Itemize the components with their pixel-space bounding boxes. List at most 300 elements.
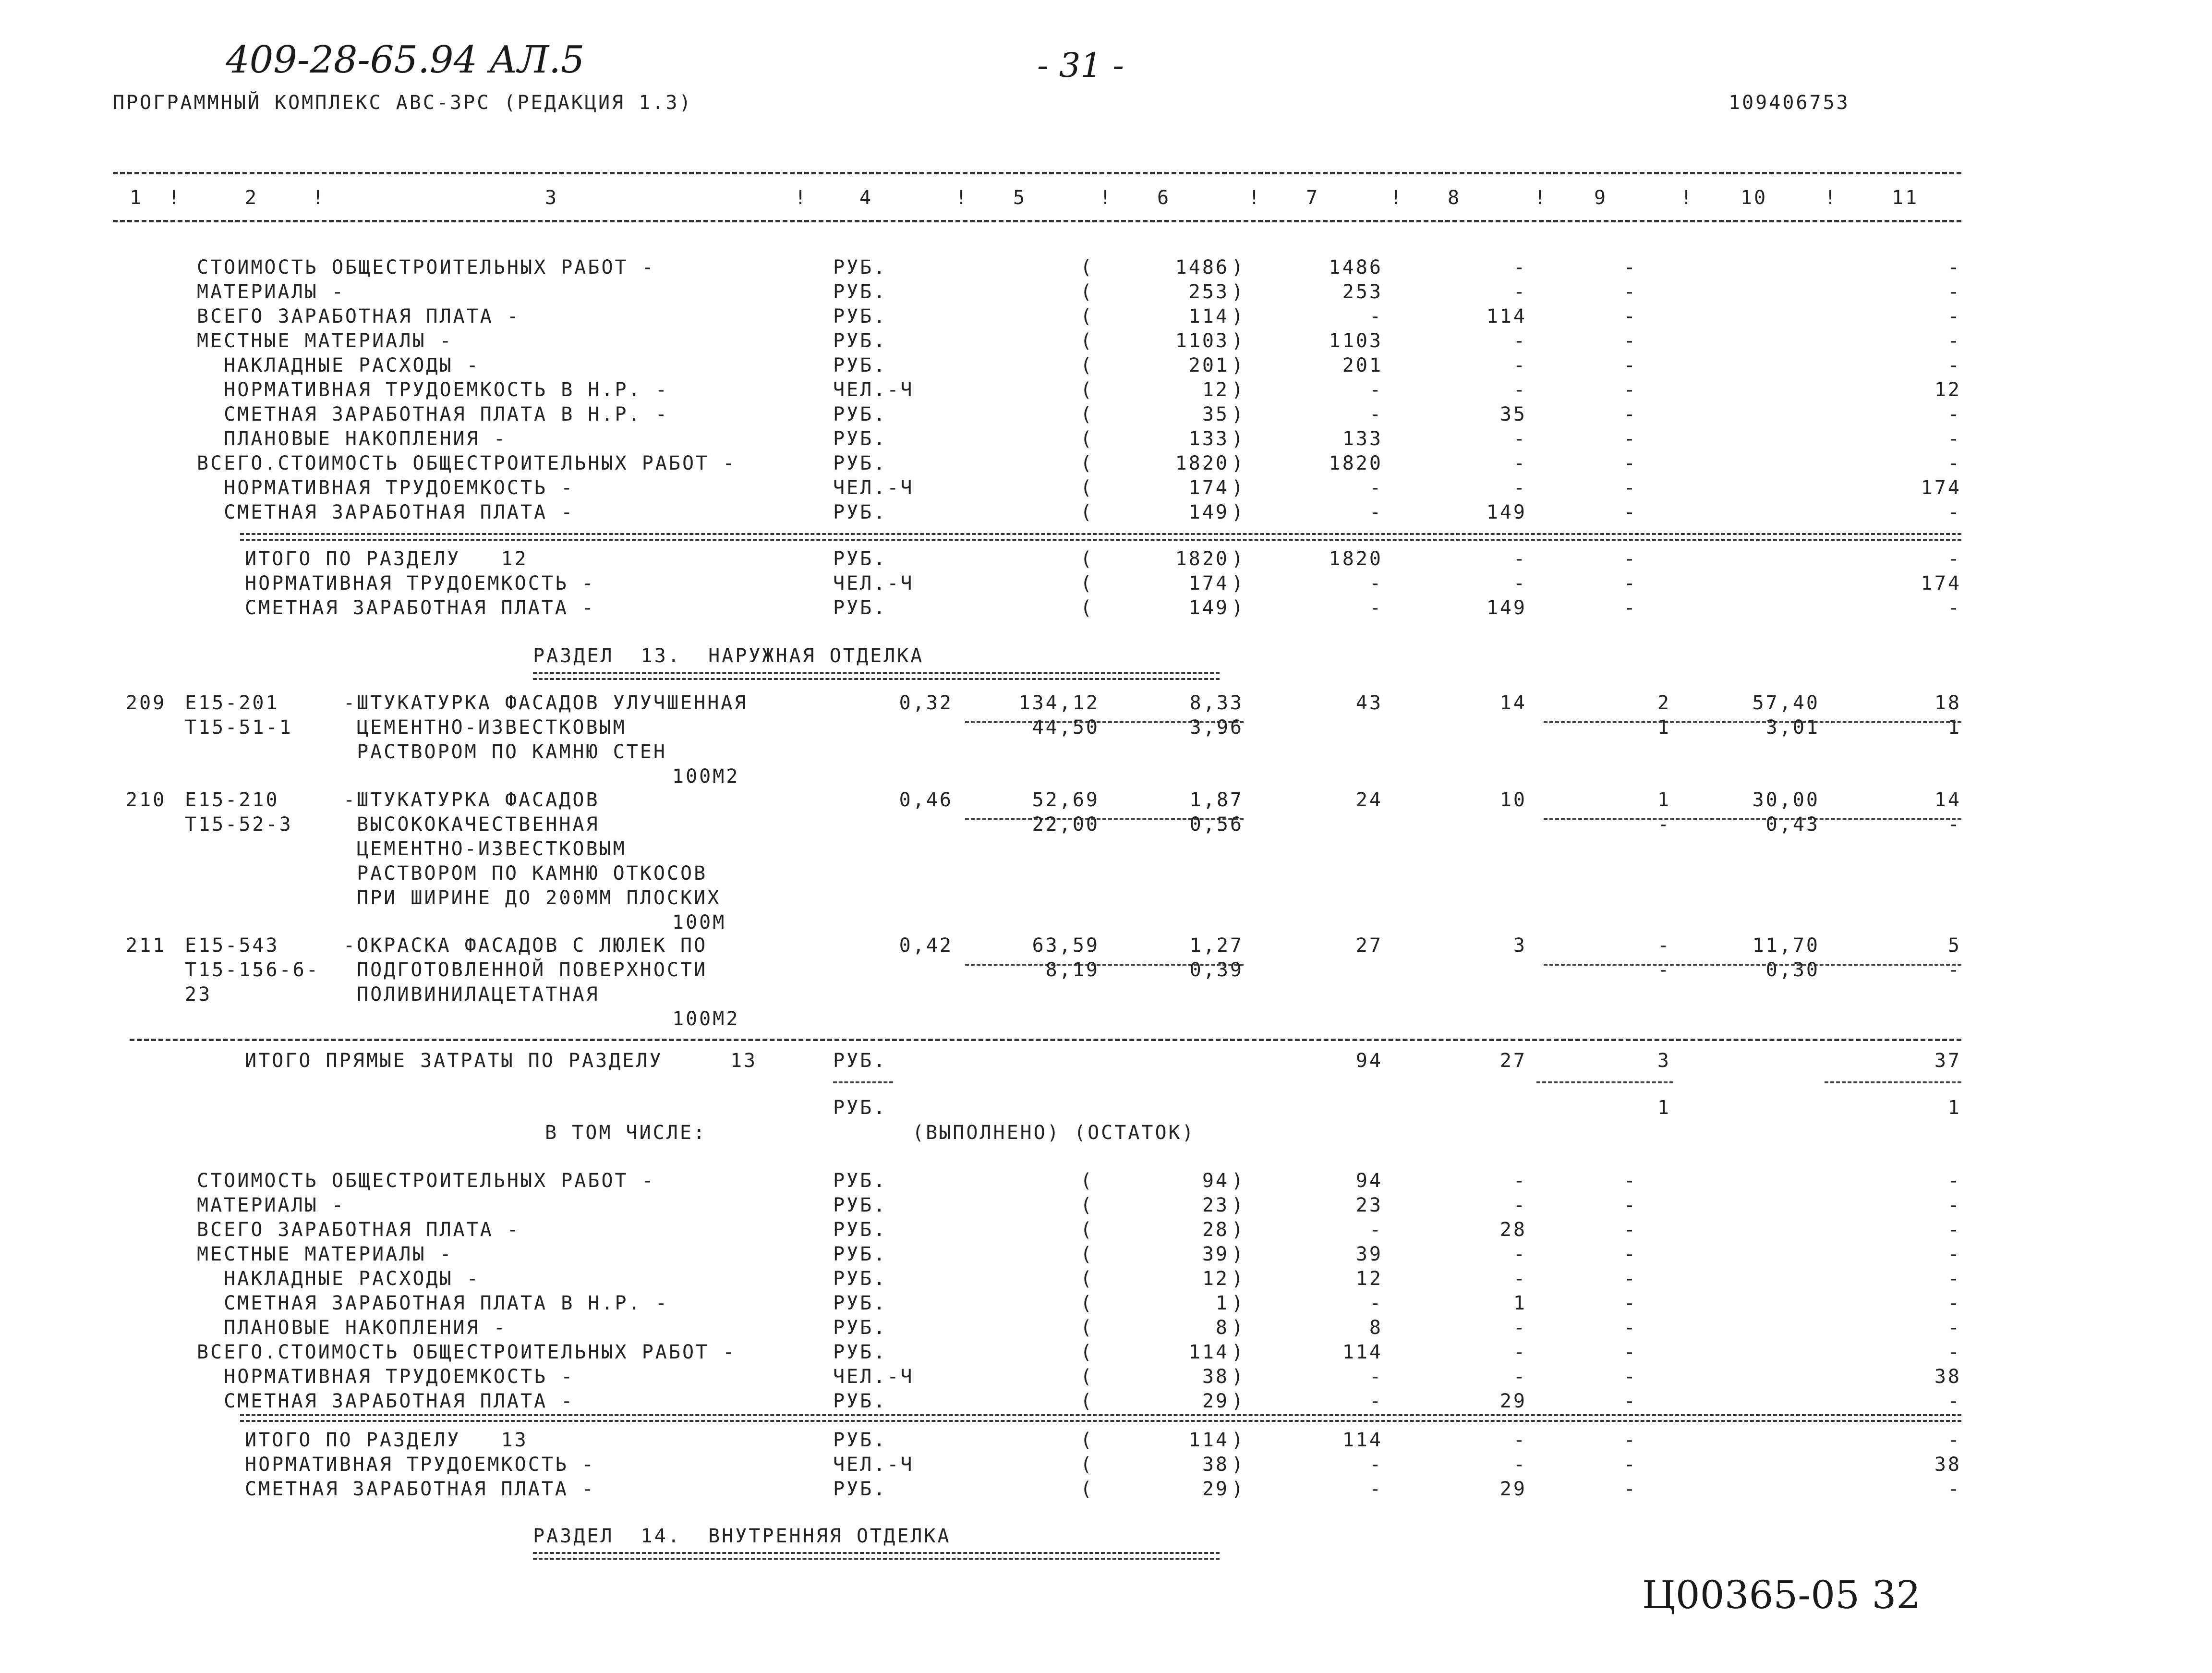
item-col11-wage: - xyxy=(1947,813,1961,836)
paren-open: ( xyxy=(1080,281,1094,303)
paren-close: ) xyxy=(1232,1292,1245,1314)
summary-col11: - xyxy=(1947,1390,1961,1412)
paren-open: ( xyxy=(1080,354,1094,376)
section13-title: РАЗДЕЛ 13. НАРУЖНАЯ ОТДЕЛКА xyxy=(533,645,924,667)
summary-unit: РУБ. xyxy=(833,1478,887,1500)
paren-close: ) xyxy=(1232,597,1245,619)
item-col8: 3 xyxy=(1513,934,1527,957)
summary-col9: - xyxy=(1623,1317,1637,1339)
summary-label: СМЕТНАЯ ЗАРАБОТНАЯ ПЛАТА - xyxy=(197,1390,575,1412)
summary-col8: - xyxy=(1513,256,1527,279)
summary-total-value: 114 xyxy=(1188,1341,1229,1363)
item-description-line: РАСТВОРОМ ПО КАМНЮ ОТКОСОВ xyxy=(343,862,708,885)
summary-col7: 39 xyxy=(1355,1243,1383,1265)
summary-col9: - xyxy=(1623,501,1637,523)
summary-col8: - xyxy=(1513,452,1527,474)
summary-unit: РУБ. xyxy=(833,330,887,352)
item-col10-wage: 3,01 xyxy=(1765,716,1820,739)
summary-label: ПЛАНОВЫЕ НАКОПЛЕНИЯ - xyxy=(197,1317,507,1339)
summary-col11: 38 xyxy=(1934,1366,1961,1388)
item-col5-price: 63,59 xyxy=(1032,934,1100,957)
summary-col7: 12 xyxy=(1355,1268,1383,1290)
item-number: 211 xyxy=(126,934,167,957)
summary-col11: - xyxy=(1947,1317,1961,1339)
summary-unit: РУБ. xyxy=(833,281,887,303)
summary-total-value: 253 xyxy=(1188,281,1229,303)
summary-col9: - xyxy=(1623,1268,1637,1290)
summary-col8: 149 xyxy=(1486,597,1527,619)
section12-total-rule xyxy=(240,533,1961,535)
summary-col11: - xyxy=(1947,1429,1961,1451)
summary-col7: - xyxy=(1369,305,1383,327)
including-label: В ТОМ ЧИСЛЕ: xyxy=(545,1122,707,1144)
summary-col9: - xyxy=(1623,548,1637,570)
summary-label: СТОИМОСТЬ ОБЩЕСТРОИТЕЛЬНЫХ РАБОТ - xyxy=(197,256,655,279)
item-col9: - xyxy=(1657,934,1671,957)
summary-col11: 174 xyxy=(1921,477,1961,499)
summary-col7: - xyxy=(1369,597,1383,619)
summary-label: НОРМАТИВНАЯ ТРУДОЕМКОСТЬ - xyxy=(197,1366,575,1388)
item-unit: 100М2 xyxy=(672,1008,740,1030)
item-col6-wage: 3,96 xyxy=(1189,716,1244,739)
summary-label: СМЕТНАЯ ЗАРАБОТНАЯ ПЛАТА - xyxy=(197,501,575,523)
paren-close: ) xyxy=(1232,354,1245,376)
item-col11-wage: 1 xyxy=(1947,716,1961,739)
item-col9-wage: 1 xyxy=(1657,716,1671,739)
summary-total-value: 174 xyxy=(1188,477,1229,499)
summary-col7: - xyxy=(1369,1478,1383,1500)
item-code-secondary: Т15-52-3 xyxy=(185,813,293,836)
column-number: 1 xyxy=(130,187,144,209)
summary-total-value: 133 xyxy=(1188,428,1229,450)
item-col11: 14 xyxy=(1934,789,1961,811)
summary-total-value: 29 xyxy=(1202,1478,1229,1500)
item-col10: 11,70 xyxy=(1752,934,1820,957)
summary-col8: 29 xyxy=(1499,1390,1527,1412)
item-col10: 57,40 xyxy=(1752,692,1820,714)
summary-col8: - xyxy=(1513,572,1527,594)
summary-total-value: 39 xyxy=(1202,1243,1229,1265)
paren-close: ) xyxy=(1232,1366,1245,1388)
direct-costs-unit: РУБ. xyxy=(833,1050,887,1072)
item-col7: 43 xyxy=(1355,692,1383,714)
item-col11-wage: - xyxy=(1947,959,1961,981)
paren-close: ) xyxy=(1232,330,1245,352)
item-col9-wage: - xyxy=(1657,813,1671,836)
summary-col9: - xyxy=(1623,305,1637,327)
handwritten-page-number: - 31 - xyxy=(1037,46,1124,85)
summary-total-value: 174 xyxy=(1188,572,1229,594)
summary-col8: - xyxy=(1513,1268,1527,1290)
direct-costs-unit2: РУБ. xyxy=(833,1097,887,1119)
summary-col9: - xyxy=(1623,256,1637,279)
item-unit: 100М2 xyxy=(672,765,740,788)
summary-col8: - xyxy=(1513,548,1527,570)
section14-title-underline xyxy=(533,1552,1220,1554)
item-description-line: ЦЕМЕНТНО-ИЗВЕСТКОВЫМ xyxy=(343,716,627,739)
summary-col11: - xyxy=(1947,1268,1961,1290)
summary-col9: - xyxy=(1623,281,1637,303)
direct-costs-unit-rule xyxy=(833,1081,893,1083)
summary-label: НОРМАТИВНАЯ ТРУДОЕМКОСТЬ В Н.Р. - xyxy=(197,379,669,401)
direct-costs-rule xyxy=(130,1039,1961,1041)
summary-col8: - xyxy=(1513,1194,1527,1216)
item-description-line: РАСТВОРОМ ПО КАМНЮ СТЕН xyxy=(343,741,667,763)
summary-total-value: 201 xyxy=(1188,354,1229,376)
column-separator: ! xyxy=(1390,187,1404,209)
summary-col9: - xyxy=(1623,330,1637,352)
summary-col9: - xyxy=(1623,452,1637,474)
summary-label: ПЛАНОВЫЕ НАКОПЛЕНИЯ - xyxy=(197,428,507,450)
summary-col8: - xyxy=(1513,1341,1527,1363)
paren-close: ) xyxy=(1232,281,1245,303)
summary-col8: 114 xyxy=(1486,305,1527,327)
summary-col11: - xyxy=(1947,1478,1961,1500)
paren-close: ) xyxy=(1232,403,1245,425)
summary-label: ВСЕГО ЗАРАБОТНАЯ ПЛАТА - xyxy=(197,305,520,327)
paren-close: ) xyxy=(1232,1390,1245,1412)
summary-unit: РУБ. xyxy=(833,1390,887,1412)
summary-col8: - xyxy=(1513,428,1527,450)
summary-col11: 38 xyxy=(1934,1454,1961,1476)
item-code: Е15-543 xyxy=(185,934,279,957)
summary-col7: 133 xyxy=(1342,428,1383,450)
handwritten-doc-code: 409-28-65.94 АЛ.5 xyxy=(226,38,585,82)
summary-col8: 149 xyxy=(1486,501,1527,523)
section13-title-underline xyxy=(533,672,1220,674)
document-number: 109406753 xyxy=(1729,92,1850,114)
paren-close: ) xyxy=(1232,1219,1245,1241)
summary-unit: ЧЕЛ.-Ч xyxy=(833,379,914,401)
summary-col9: - xyxy=(1623,1194,1637,1216)
summary-col8: - xyxy=(1513,379,1527,401)
item-number: 210 xyxy=(126,789,167,811)
summary-col8: - xyxy=(1513,1366,1527,1388)
summary-col7: - xyxy=(1369,1390,1383,1412)
item-description-line: -ШТУКАТУРКА ФАСАДОВ xyxy=(343,789,600,811)
summary-col7: - xyxy=(1369,572,1383,594)
summary-col11: - xyxy=(1947,1341,1961,1363)
summary-col7: - xyxy=(1369,403,1383,425)
paren-open: ( xyxy=(1080,1341,1094,1363)
summary-col7: 253 xyxy=(1342,281,1383,303)
summary-unit: РУБ. xyxy=(833,1194,887,1216)
summary-unit: РУБ. xyxy=(833,305,887,327)
paren-close: ) xyxy=(1232,477,1245,499)
paren-close: ) xyxy=(1232,1194,1245,1216)
item-description-line: ПОЛИВИНИЛАЦЕТАТНАЯ xyxy=(343,983,600,1006)
summary-label: МЕСТНЫЕ МАТЕРИАЛЫ - xyxy=(197,1243,453,1265)
summary-col7: 201 xyxy=(1342,354,1383,376)
summary-total-value: 12 xyxy=(1202,379,1229,401)
paren-open: ( xyxy=(1080,1429,1094,1451)
summary-col8: - xyxy=(1513,354,1527,376)
paren-close: ) xyxy=(1232,256,1245,279)
paren-open: ( xyxy=(1080,1390,1094,1412)
summary-col7: 1103 xyxy=(1329,330,1383,352)
column-number: 2 xyxy=(245,187,259,209)
summary-label: СМЕТНАЯ ЗАРАБОТНАЯ ПЛАТА В Н.Р. - xyxy=(197,403,669,425)
item-col6-cost: 8,33 xyxy=(1189,692,1244,714)
summary-col8: 29 xyxy=(1499,1478,1527,1500)
summary-col7: - xyxy=(1369,1366,1383,1388)
summary-col7: 94 xyxy=(1355,1170,1383,1192)
item-col5-price: 52,69 xyxy=(1032,789,1100,811)
paren-open: ( xyxy=(1080,1243,1094,1265)
summary-label: СМЕТНАЯ ЗАРАБОТНАЯ ПЛАТА В Н.Р. - xyxy=(197,1292,669,1314)
summary-col7: 1486 xyxy=(1329,256,1383,279)
summary-unit: РУБ. xyxy=(833,428,887,450)
column-separator: ! xyxy=(1100,187,1113,209)
summary-label: ВСЕГО.СТОИМОСТЬ ОБЩЕСТРОИТЕЛЬНЫХ РАБОТ - xyxy=(197,1341,737,1363)
summary-total-value: 149 xyxy=(1188,501,1229,523)
summary-col8: 28 xyxy=(1499,1219,1527,1241)
column-separator: ! xyxy=(795,187,809,209)
paren-open: ( xyxy=(1080,330,1094,352)
summary-col11: - xyxy=(1947,1243,1961,1265)
summary-label: МАТЕРИАЛЫ - xyxy=(197,281,345,303)
summary-col11: - xyxy=(1947,281,1961,303)
item-col8: 10 xyxy=(1499,789,1527,811)
handwritten-archive-number: Ц00365-05 32 xyxy=(1642,1573,1921,1617)
column-separator: ! xyxy=(1534,187,1548,209)
summary-col8: - xyxy=(1513,281,1527,303)
item-description-line: ЦЕМЕНТНО-ИЗВЕСТКОВЫМ xyxy=(343,838,627,860)
paren-open: ( xyxy=(1080,1219,1094,1241)
summary-unit: РУБ. xyxy=(833,501,887,523)
direct-costs-col9b: 1 xyxy=(1657,1097,1671,1119)
summary-col9: - xyxy=(1623,477,1637,499)
summary-col8: 1 xyxy=(1513,1292,1527,1314)
summary-total-value: 114 xyxy=(1188,305,1229,327)
paren-open: ( xyxy=(1080,428,1094,450)
paren-open: ( xyxy=(1080,1478,1094,1500)
item-quantity: 0,42 xyxy=(899,934,953,957)
summary-unit: ЧЕЛ.-Ч xyxy=(833,572,914,594)
summary-col9: - xyxy=(1623,1478,1637,1500)
summary-label: ИТОГО ПО РАЗДЕЛУ 13 xyxy=(245,1429,528,1451)
item-col7: 24 xyxy=(1355,789,1383,811)
item-code-tertiary: 23 xyxy=(185,983,212,1006)
item-col6-wage: 0,56 xyxy=(1189,813,1244,836)
summary-col8: - xyxy=(1513,1243,1527,1265)
paren-open: ( xyxy=(1080,1317,1094,1339)
summary-total-value: 8 xyxy=(1215,1317,1229,1339)
item-col11: 18 xyxy=(1934,692,1961,714)
summary-col11: - xyxy=(1947,452,1961,474)
summary-col11: - xyxy=(1947,305,1961,327)
summary-col7: 8 xyxy=(1369,1317,1383,1339)
summary-label: СМЕТНАЯ ЗАРАБОТНАЯ ПЛАТА - xyxy=(245,597,596,619)
item-col6-cost: 1,87 xyxy=(1189,789,1244,811)
direct-costs-col11: 37 xyxy=(1934,1050,1961,1072)
paren-open: ( xyxy=(1080,1454,1094,1476)
paren-close: ) xyxy=(1232,452,1245,474)
paren-close: ) xyxy=(1232,428,1245,450)
summary-total-value: 1820 xyxy=(1175,452,1229,474)
summary-col11: - xyxy=(1947,1219,1961,1241)
summary-col9: - xyxy=(1623,354,1637,376)
item-col10: 30,00 xyxy=(1752,789,1820,811)
item-col10-wage: 0,43 xyxy=(1765,813,1820,836)
paren-open: ( xyxy=(1080,548,1094,570)
summary-col7: - xyxy=(1369,477,1383,499)
summary-col11: - xyxy=(1947,597,1961,619)
paren-close: ) xyxy=(1232,1317,1245,1339)
summary-unit: РУБ. xyxy=(833,1429,887,1451)
summary-label: ВСЕГО ЗАРАБОТНАЯ ПЛАТА - xyxy=(197,1219,520,1241)
summary-col11: - xyxy=(1947,403,1961,425)
summary-total-value: 1103 xyxy=(1175,330,1229,352)
summary-col9: - xyxy=(1623,1341,1637,1363)
item-col6-cost: 1,27 xyxy=(1189,934,1244,957)
summary-col7: - xyxy=(1369,501,1383,523)
summary-col9: - xyxy=(1623,572,1637,594)
summary-unit: РУБ. xyxy=(833,403,887,425)
done-remaining-label: (ВЫПОЛНЕНО) (ОСТАТОК) xyxy=(912,1122,1196,1144)
summary-unit: РУБ. xyxy=(833,452,887,474)
paren-open: ( xyxy=(1080,501,1094,523)
summary-col8: - xyxy=(1513,1317,1527,1339)
summary-unit: РУБ. xyxy=(833,1219,887,1241)
column-number: 7 xyxy=(1306,187,1320,209)
item-description-line: -ОКРАСКА ФАСАДОВ С ЛЮЛЕК ПО xyxy=(343,934,708,957)
summary-label: НАКЛАДНЫЕ РАСХОДЫ - xyxy=(197,354,480,376)
summary-col9: - xyxy=(1623,1219,1637,1241)
summary-col11: - xyxy=(1947,330,1961,352)
paren-open: ( xyxy=(1080,1366,1094,1388)
summary-col11: 12 xyxy=(1934,379,1961,401)
item-code: Е15-210 xyxy=(185,789,279,811)
summary-unit: ЧЕЛ.-Ч xyxy=(833,477,914,499)
summary-unit: ЧЕЛ.-Ч xyxy=(833,1366,914,1388)
section13-total-rule xyxy=(240,1414,1961,1416)
item-quantity: 0,46 xyxy=(899,789,953,811)
direct-costs-col11b: 1 xyxy=(1947,1097,1961,1119)
summary-col11: - xyxy=(1947,548,1961,570)
summary-label: НОРМАТИВНАЯ ТРУДОЕМКОСТЬ - xyxy=(197,477,575,499)
paren-close: ) xyxy=(1232,1268,1245,1290)
summary-unit: РУБ. xyxy=(833,1317,887,1339)
summary-col7: 114 xyxy=(1342,1429,1383,1451)
summary-total-value: 38 xyxy=(1202,1454,1229,1476)
item-col7: 27 xyxy=(1355,934,1383,957)
item-code: Е15-201 xyxy=(185,692,279,714)
item-description-line: ПРИ ШИРИНЕ ДО 200ММ ПЛОСКИХ xyxy=(343,887,721,909)
item-col5-price: 134,12 xyxy=(1018,692,1100,714)
summary-col8: - xyxy=(1513,1454,1527,1476)
summary-total-value: 1820 xyxy=(1175,548,1229,570)
column-separator: ! xyxy=(1680,187,1694,209)
summary-unit: РУБ. xyxy=(833,548,887,570)
summary-total-value: 29 xyxy=(1202,1390,1229,1412)
paren-open: ( xyxy=(1080,572,1094,594)
item-code-secondary: Т15-156-6- xyxy=(185,959,320,981)
paren-close: ) xyxy=(1232,501,1245,523)
paren-close: ) xyxy=(1232,379,1245,401)
item-col8: 14 xyxy=(1499,692,1527,714)
summary-col7: - xyxy=(1369,1292,1383,1314)
summary-total-value: 94 xyxy=(1202,1170,1229,1192)
summary-label: МЕСТНЫЕ МАТЕРИАЛЫ - xyxy=(197,330,453,352)
summary-col9: - xyxy=(1623,379,1637,401)
paren-open: ( xyxy=(1080,1292,1094,1314)
header-rule-top xyxy=(113,172,1961,174)
summary-col9: - xyxy=(1623,1170,1637,1192)
summary-total-value: 12 xyxy=(1202,1268,1229,1290)
column-separator: ! xyxy=(168,187,182,209)
paren-close: ) xyxy=(1232,1243,1245,1265)
summary-col7: - xyxy=(1369,1219,1383,1241)
summary-col9: - xyxy=(1623,1243,1637,1265)
column-number: 9 xyxy=(1594,187,1608,209)
summary-unit: РУБ. xyxy=(833,1243,887,1265)
summary-col7: - xyxy=(1369,379,1383,401)
summary-col8: - xyxy=(1513,330,1527,352)
direct-costs-subrule xyxy=(1536,1081,1673,1083)
summary-col9: - xyxy=(1623,403,1637,425)
summary-col9: - xyxy=(1623,1390,1637,1412)
item-col5-wage: 44,50 xyxy=(1032,716,1100,739)
direct-costs-subrule xyxy=(1825,1081,1961,1083)
direct-costs-col8: 27 xyxy=(1499,1050,1527,1072)
item-unit: 100М xyxy=(672,911,726,933)
summary-col11: - xyxy=(1947,428,1961,450)
item-quantity: 0,32 xyxy=(899,692,953,714)
column-separator: ! xyxy=(312,187,326,209)
item-col5-wage: 8,19 xyxy=(1045,959,1100,981)
summary-label: СМЕТНАЯ ЗАРАБОТНАЯ ПЛАТА - xyxy=(245,1478,596,1500)
summary-col8: 35 xyxy=(1499,403,1527,425)
item-description-line: -ШТУКАТУРКА ФАСАДОВ УЛУЧШЕННАЯ xyxy=(343,692,748,714)
summary-col7: 1820 xyxy=(1329,452,1383,474)
column-separator: ! xyxy=(1248,187,1262,209)
column-number: 3 xyxy=(545,187,559,209)
summary-unit: ЧЕЛ.-Ч xyxy=(833,1454,914,1476)
paren-open: ( xyxy=(1080,597,1094,619)
summary-col11: - xyxy=(1947,1292,1961,1314)
paren-open: ( xyxy=(1080,379,1094,401)
summary-total-value: 1486 xyxy=(1175,256,1229,279)
paren-open: ( xyxy=(1080,256,1094,279)
column-separator: ! xyxy=(955,187,969,209)
summary-total-value: 38 xyxy=(1202,1366,1229,1388)
summary-col11: - xyxy=(1947,501,1961,523)
summary-col11: 174 xyxy=(1921,572,1961,594)
summary-label: ИТОГО ПО РАЗДЕЛУ 12 xyxy=(245,548,528,570)
summary-col9: - xyxy=(1623,1292,1637,1314)
column-number: 5 xyxy=(1013,187,1027,209)
paren-open: ( xyxy=(1080,403,1094,425)
summary-col7: 114 xyxy=(1342,1341,1383,1363)
summary-col9: - xyxy=(1623,1429,1637,1451)
summary-total-value: 114 xyxy=(1188,1429,1229,1451)
summary-col7: 1820 xyxy=(1329,548,1383,570)
item-description-line: ВЫСОКОКАЧЕСТВЕННАЯ xyxy=(343,813,600,836)
summary-label: НОРМАТИВНАЯ ТРУДОЕМКОСТЬ - xyxy=(245,572,596,594)
summary-col7: 23 xyxy=(1355,1194,1383,1216)
item-col10-wage: 0,30 xyxy=(1765,959,1820,981)
column-separator: ! xyxy=(1825,187,1838,209)
item-col6-wage: 0,39 xyxy=(1189,959,1244,981)
summary-col9: - xyxy=(1623,1454,1637,1476)
summary-unit: РУБ. xyxy=(833,597,887,619)
column-number: 8 xyxy=(1448,187,1462,209)
summary-unit: РУБ. xyxy=(833,1268,887,1290)
header-rule-bottom xyxy=(113,220,1961,222)
summary-col7: - xyxy=(1369,1454,1383,1476)
summary-col11: - xyxy=(1947,1194,1961,1216)
